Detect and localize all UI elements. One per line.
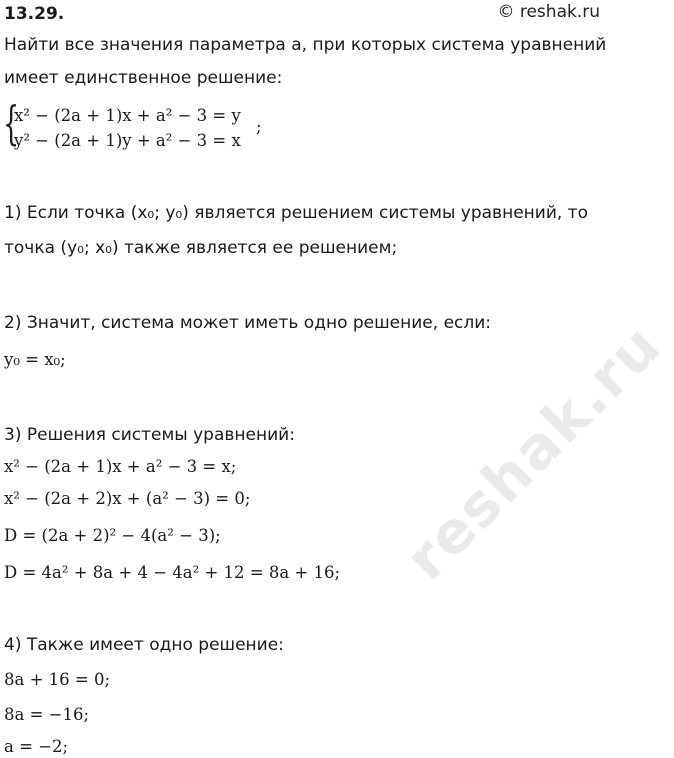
site-watermark-top: © reshak.ru	[497, 2, 600, 22]
step4-heading: 4) Также имеет одно решение:	[4, 635, 284, 655]
diagonal-watermark: reshak.ru	[392, 310, 674, 594]
system-equation-1: x² − (2a + 1)x + a² − 3 = y	[14, 106, 241, 125]
step4-eq2: 8a = −16;	[4, 705, 90, 724]
step1-line2: точка (y₀; x₀) также является ее решением;	[4, 238, 398, 258]
step2-line2: y₀ = x₀;	[4, 350, 66, 369]
step2-line1: 2) Значит, система может иметь одно решение, если:	[4, 313, 492, 333]
step3-eq2: x² − (2a + 2)x + (a² − 3) = 0;	[4, 489, 251, 508]
step3-eq4: D = 4a² + 8a + 4 − 4a² + 12 = 8a + 16;	[4, 563, 341, 582]
step4-eq1: 8a + 16 = 0;	[4, 670, 111, 689]
step4-eq3: a = −2;	[4, 737, 69, 756]
problem-text-line2: имеет единственное решение:	[4, 68, 283, 88]
system-brace: {	[3, 96, 20, 150]
problem-text-line1: Найти все значения параметра a, при которых система уравнений	[4, 35, 607, 55]
step1-line1: 1) Если точка (x₀; y₀) является решением системы уравнений, то	[4, 203, 588, 223]
problem-number: 13.29.	[4, 4, 65, 24]
step3-eq1: x² − (2a + 1)x + a² − 3 = x;	[4, 457, 237, 476]
system-equation-2: y² − (2a + 1)y + a² − 3 = x	[14, 131, 241, 150]
step3-eq3: D = (2a + 2)² − 4(a² − 3);	[4, 526, 221, 545]
step3-heading: 3) Решения системы уравнений:	[4, 425, 295, 445]
system-suffix: ;	[256, 117, 262, 136]
